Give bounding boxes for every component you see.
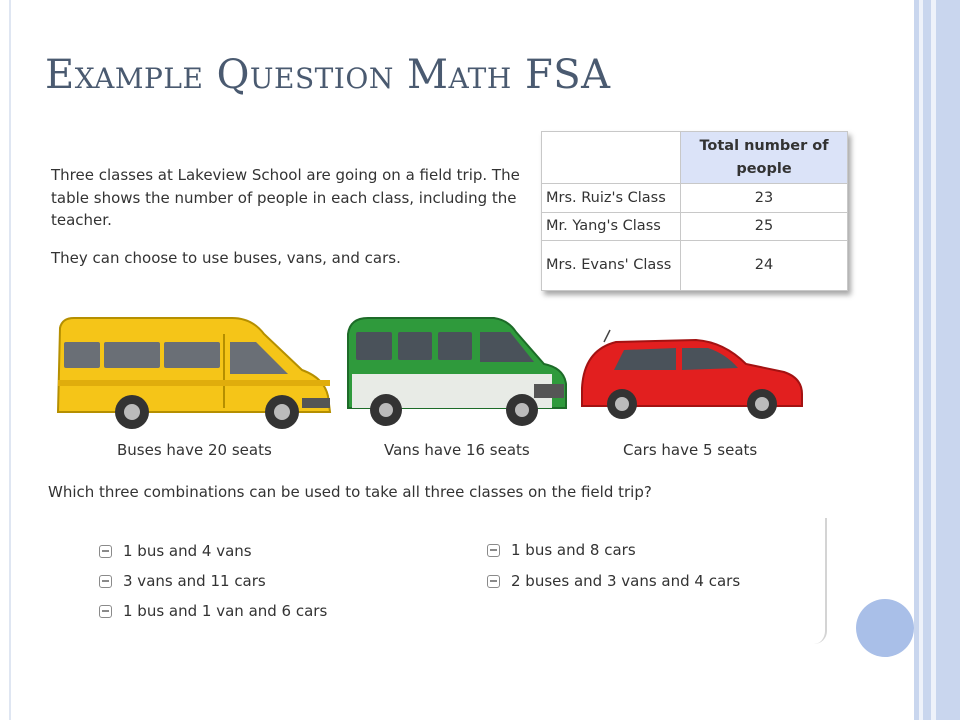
checkbox-icon[interactable] [99, 575, 112, 588]
table-row [542, 184, 848, 212]
car-caption: Cars have 5 seats [623, 441, 758, 459]
class-count: 25 [681, 212, 848, 240]
bus-caption: Buses have 20 seats [117, 441, 272, 459]
table-corner-cell [542, 132, 681, 184]
left-rule [9, 0, 11, 720]
decorative-stripes [914, 0, 960, 720]
van-caption: Vans have 16 seats [384, 441, 530, 459]
checkbox-icon[interactable] [487, 575, 500, 588]
car-image [576, 328, 806, 422]
answer-option[interactable] [487, 541, 636, 559]
table-row [542, 212, 848, 240]
checkbox-icon[interactable] [487, 544, 500, 557]
intro-paragraph-1: Three classes at Lakeview School are going on a field trip. The table shows the number of people in each class, including the teacher. [51, 166, 520, 229]
answer-option[interactable] [487, 572, 740, 590]
class-count: 24 [681, 240, 848, 290]
answer-option[interactable] [99, 602, 327, 620]
checkbox-icon[interactable] [99, 545, 112, 558]
class-size-table [541, 131, 848, 291]
question-text: Which three combinations can be used to take all three classes on the field trip? [48, 483, 652, 501]
answer-option[interactable] [99, 572, 266, 590]
answer-area-border [814, 518, 827, 644]
bus-image [52, 312, 336, 434]
class-count: 23 [681, 184, 848, 212]
table-row [542, 240, 848, 290]
checkbox-icon[interactable] [99, 605, 112, 618]
table-header: Total number of people [681, 132, 848, 184]
option-label: 1 bus and 4 vans [123, 542, 252, 560]
intro-paragraph-2: They can choose to use buses, vans, and cars. [51, 248, 401, 267]
class-name: Mr. Yang's Class [542, 212, 681, 240]
decorative-circle [856, 599, 914, 657]
option-label: 3 vans and 11 cars [123, 572, 266, 590]
option-label: 1 bus and 8 cars [511, 541, 636, 559]
option-label: 2 buses and 3 vans and 4 cars [511, 572, 741, 590]
class-name: Mrs. Ruiz's Class [542, 184, 681, 212]
option-label: 1 bus and 1 van and 6 cars [123, 602, 328, 620]
class-name: Mrs. Evans' Class [542, 240, 681, 290]
answer-option[interactable] [99, 542, 252, 560]
van-image [344, 314, 570, 436]
intro-text [51, 164, 531, 269]
slide-title: Example Question Math FSA [45, 52, 611, 98]
